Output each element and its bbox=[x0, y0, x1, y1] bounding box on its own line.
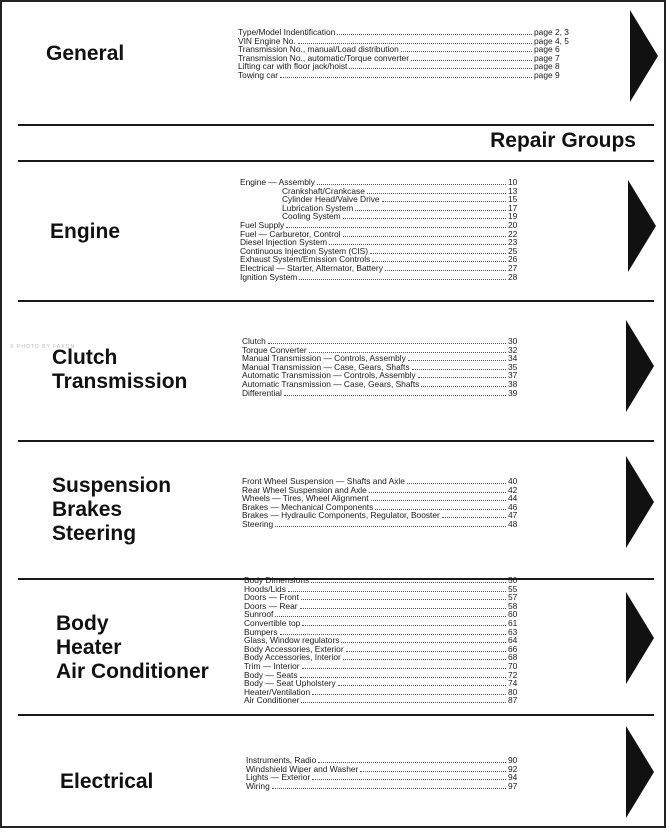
dot-leader bbox=[302, 619, 506, 626]
toc-entry-label: Continuous Injection System (CIS) bbox=[240, 245, 369, 256]
dot-leader bbox=[268, 337, 506, 344]
repair-groups-heading: Repair Groups bbox=[490, 129, 636, 152]
section-title-clutch-transmission: Clutch Transmission bbox=[52, 346, 188, 393]
toc-entry-page: 37 bbox=[508, 370, 518, 381]
toc-entry-label: Transmission No., automatic/Torque converter bbox=[238, 52, 409, 63]
toc-entry-label: Torque Converter bbox=[242, 344, 307, 355]
toc-entry-page: page 8 bbox=[534, 61, 560, 72]
divider bbox=[18, 124, 654, 126]
toc-entry-label: Manual Transmission — Controls, Assembly bbox=[242, 353, 406, 364]
toc-entry-label: Doors — Rear bbox=[244, 600, 298, 611]
toc-electrical bbox=[246, 756, 552, 790]
dot-leader bbox=[371, 494, 506, 501]
toc-entry-label: VIN Engine No. bbox=[238, 35, 296, 46]
dot-leader bbox=[286, 221, 506, 228]
toc-entry-page: 15 bbox=[508, 194, 518, 205]
watermark: © PHOTO BY FAXON bbox=[10, 344, 76, 350]
toc-entry-page: 30 bbox=[508, 336, 518, 346]
toc-entry-page: 64 bbox=[508, 635, 518, 646]
toc-entry-page: 63 bbox=[508, 626, 518, 637]
section-title-body-heater-ac: Body Heater Air Conditioner bbox=[56, 612, 209, 683]
divider bbox=[18, 714, 654, 716]
toc-entry-page: 32 bbox=[508, 344, 518, 355]
toc-entry-label: Steering bbox=[242, 518, 274, 529]
toc-entry-page: 57 bbox=[508, 592, 518, 603]
toc-entry-label: Automatic Transmission — Controls, Assembly bbox=[242, 370, 416, 381]
toc-entry-page: 61 bbox=[508, 617, 518, 628]
dot-leader bbox=[312, 688, 506, 695]
toc-entry[interactable] bbox=[242, 520, 552, 529]
section-tab-arrow-icon[interactable] bbox=[626, 320, 654, 412]
toc-entry-page: 55 bbox=[508, 583, 518, 594]
section-title-engine: Engine bbox=[50, 220, 121, 243]
dot-leader bbox=[367, 187, 506, 194]
toc-entry-page: 17 bbox=[508, 202, 518, 213]
toc-entry-label: Engine — Assembly bbox=[240, 177, 315, 187]
toc-entry[interactable] bbox=[244, 602, 552, 611]
dot-leader bbox=[343, 230, 506, 237]
divider bbox=[18, 300, 654, 302]
toc-entry-page: 19 bbox=[508, 211, 518, 222]
toc-entry-page: page 7 bbox=[534, 52, 560, 63]
toc-entry-page: 22 bbox=[508, 228, 518, 239]
toc-entry-label: Lifting car with floor jack/hoist bbox=[238, 61, 348, 72]
toc-entry[interactable] bbox=[240, 212, 552, 221]
toc-entry[interactable] bbox=[238, 62, 578, 71]
toc-entry-label: Clutch bbox=[242, 336, 266, 346]
section-tab-arrow-icon[interactable] bbox=[628, 180, 656, 272]
toc-entry-label: Electrical — Starter, Alternator, Battery bbox=[240, 262, 383, 273]
toc-entry-page: 97 bbox=[508, 780, 518, 791]
toc-entry-page: 40 bbox=[508, 476, 518, 486]
toc-entry-page: 80 bbox=[508, 686, 518, 697]
toc-entry-label: Brakes — Mechanical Components bbox=[242, 501, 374, 512]
dot-leader bbox=[280, 628, 506, 635]
dot-leader bbox=[275, 520, 506, 527]
toc-entry-label: Doors — Front bbox=[244, 592, 299, 603]
toc-entry-label: Brakes — Hydraulic Components, Regulator, Booster bbox=[242, 510, 440, 521]
section-tab-arrow-icon[interactable] bbox=[626, 456, 654, 548]
toc-entry-page: page 9 bbox=[534, 69, 560, 80]
toc-entry-page: 90 bbox=[508, 755, 518, 765]
dot-leader bbox=[355, 204, 506, 211]
toc-suspension-brakes-steering bbox=[242, 477, 552, 529]
toc-entry[interactable] bbox=[242, 380, 552, 389]
toc-entry-page: 60 bbox=[508, 609, 518, 620]
toc-entry[interactable] bbox=[246, 782, 552, 791]
toc-entry-page: 20 bbox=[508, 219, 518, 230]
toc-entry-label: Body Dimensions bbox=[244, 575, 310, 585]
toc-entry-page: 26 bbox=[508, 254, 518, 265]
toc-entry-label: Heater/Ventilation bbox=[244, 686, 311, 697]
toc-entry-page: 92 bbox=[508, 763, 518, 774]
toc-entry-label: Diesel Injection System bbox=[240, 237, 328, 248]
toc-entry-page: 23 bbox=[508, 237, 518, 248]
toc-entry-page: 35 bbox=[508, 361, 518, 372]
dot-leader bbox=[300, 671, 506, 678]
toc-entry-page: 48 bbox=[508, 518, 518, 529]
toc-general bbox=[238, 28, 578, 80]
toc-entry-label: Body — Seat Upholstery bbox=[244, 678, 336, 689]
divider bbox=[18, 160, 654, 162]
toc-entry-label: Wiring bbox=[246, 780, 270, 791]
toc-entry-label: Manual Transmission — Case, Gears, Shafts bbox=[242, 361, 410, 372]
dot-leader bbox=[318, 756, 506, 763]
toc-entry-page: 58 bbox=[508, 600, 518, 611]
dot-leader bbox=[288, 585, 506, 592]
toc-entry-label: Crankshaft/Crankcase bbox=[282, 185, 365, 196]
toc-entry-page: 74 bbox=[508, 678, 518, 689]
toc-entry-page: 38 bbox=[508, 378, 518, 389]
toc-entry-label: Wheels — Tires, Wheel Alignment bbox=[242, 493, 369, 504]
toc-entry-label: Trim — Interior bbox=[244, 660, 300, 671]
dot-leader bbox=[337, 28, 532, 35]
dot-leader bbox=[309, 346, 506, 353]
dot-leader bbox=[343, 212, 506, 219]
dot-leader bbox=[302, 662, 506, 669]
dot-leader bbox=[343, 653, 506, 660]
toc-entry-page: 10 bbox=[508, 177, 518, 187]
toc-entry-label: Towing car bbox=[238, 69, 279, 80]
dot-leader bbox=[311, 576, 506, 583]
toc-entry-label: Instruments, Radio bbox=[246, 755, 317, 765]
toc-entry-label: Cooling System bbox=[282, 211, 341, 222]
toc-entry-label: Windshield Wiper and Washer bbox=[246, 763, 359, 774]
toc-entry-label: Cylinder Head/Valve Drive bbox=[282, 194, 380, 205]
section-tab-arrow-icon[interactable] bbox=[630, 10, 658, 102]
dot-leader bbox=[385, 264, 506, 271]
toc-entry-label: Front Wheel Suspension — Shafts and Axle bbox=[242, 476, 405, 486]
dot-leader bbox=[299, 273, 506, 280]
toc-entry-page: 70 bbox=[508, 660, 518, 671]
toc-entry-page: 28 bbox=[508, 271, 518, 282]
section-tab-arrow-icon[interactable] bbox=[626, 726, 654, 818]
toc-entry-page: 68 bbox=[508, 652, 518, 663]
toc-entry[interactable] bbox=[244, 696, 552, 705]
toc-entry-label: Body Accessories, Exterior bbox=[244, 643, 344, 654]
toc-entry-page: page 4, 5 bbox=[534, 35, 569, 46]
toc-entry-label: Differential bbox=[242, 387, 282, 398]
toc-entry-label: Transmission No., manual/Load distribution bbox=[238, 44, 399, 55]
toc-entry[interactable] bbox=[242, 389, 552, 398]
toc-entry-page: 46 bbox=[508, 501, 518, 512]
toc-body-heater-ac bbox=[244, 576, 552, 705]
dot-leader bbox=[284, 389, 506, 396]
toc-entry-page: 42 bbox=[508, 484, 518, 495]
section-title-suspension-brakes-steering: Suspension Brakes Steering bbox=[52, 474, 172, 545]
toc-entry-label: Type/Model Indentification bbox=[238, 27, 336, 37]
divider bbox=[18, 440, 654, 442]
toc-entry-label: Fuel — Carburetor, Control bbox=[240, 228, 341, 239]
toc-entry-page: page 2, 3 bbox=[534, 27, 569, 37]
toc-entry[interactable] bbox=[238, 71, 578, 80]
toc-entry-label: Rear Wheel Suspension and Axle bbox=[242, 484, 367, 495]
toc-entry-page: 50 bbox=[508, 575, 518, 585]
dot-leader bbox=[300, 602, 506, 609]
dot-leader bbox=[411, 54, 532, 61]
toc-entry-label: Glass, Window regulators bbox=[244, 635, 340, 646]
dot-leader bbox=[360, 765, 506, 772]
toc-entry-label: Fuel Supply bbox=[240, 219, 285, 230]
dot-leader bbox=[349, 62, 532, 69]
dot-leader bbox=[346, 645, 506, 652]
toc-entry-label: Lubrication System bbox=[282, 202, 354, 213]
toc-entry-page: 27 bbox=[508, 262, 518, 273]
toc-entry-page: 39 bbox=[508, 387, 518, 398]
section-tab-arrow-icon[interactable] bbox=[626, 592, 654, 684]
dot-leader bbox=[312, 773, 506, 780]
dot-leader bbox=[338, 679, 506, 686]
toc-entry-page: 47 bbox=[508, 510, 518, 521]
dot-leader bbox=[382, 195, 506, 202]
dot-leader bbox=[275, 610, 506, 617]
dot-leader bbox=[272, 782, 506, 789]
toc-entry-page: 44 bbox=[508, 493, 518, 504]
toc-entry[interactable] bbox=[244, 619, 552, 628]
toc-entry-label: Body — Seats bbox=[244, 669, 298, 680]
dot-leader bbox=[407, 477, 506, 484]
toc-clutch-transmission bbox=[242, 337, 552, 397]
dot-leader bbox=[298, 37, 532, 44]
dot-leader bbox=[421, 380, 506, 387]
dot-leader bbox=[280, 71, 532, 78]
dot-leader bbox=[301, 696, 506, 703]
toc-entry-label: Bumpers bbox=[244, 626, 278, 637]
dot-leader bbox=[317, 178, 506, 185]
toc-entry-label: Body Accessories, Interior bbox=[244, 652, 341, 663]
dot-leader bbox=[401, 45, 532, 52]
toc-entry[interactable] bbox=[244, 576, 552, 585]
section-title-general: General bbox=[46, 42, 125, 65]
dot-leader bbox=[442, 511, 506, 518]
toc-entry[interactable] bbox=[242, 511, 552, 520]
toc-entry-page: 66 bbox=[508, 643, 518, 654]
toc-entry-page: 25 bbox=[508, 245, 518, 256]
toc-entry-label: Air Conditioner bbox=[244, 695, 300, 706]
dot-leader bbox=[375, 503, 506, 510]
dot-leader bbox=[372, 255, 506, 262]
toc-entry[interactable] bbox=[246, 773, 552, 782]
toc-entry-page: 87 bbox=[508, 695, 518, 706]
toc-entry-label: Lights — Exterior bbox=[246, 772, 311, 783]
dot-leader bbox=[418, 371, 506, 378]
toc-entry-label: Ignition System bbox=[240, 271, 298, 282]
dot-leader bbox=[369, 486, 506, 493]
dot-leader bbox=[329, 238, 506, 245]
toc-entry-label: Exhaust System/Emission Controls bbox=[240, 254, 371, 265]
dot-leader bbox=[408, 354, 506, 361]
toc-engine bbox=[240, 178, 552, 281]
toc-entry[interactable] bbox=[240, 273, 552, 282]
toc-entry-label: Sunroof bbox=[244, 609, 274, 620]
dot-leader bbox=[301, 593, 506, 600]
toc-entry-label: Automatic Transmission — Case, Gears, Shafts bbox=[242, 378, 420, 389]
toc-entry-page: 94 bbox=[508, 772, 518, 783]
dot-leader bbox=[341, 636, 506, 643]
dot-leader bbox=[412, 363, 506, 370]
toc-entry-page: page 6 bbox=[534, 44, 560, 55]
toc-entry-label: Convertible top bbox=[244, 617, 301, 628]
toc-entry-page: 34 bbox=[508, 353, 518, 364]
toc-entry-page: 13 bbox=[508, 185, 518, 196]
toc-entry-label: Hoods/Lids bbox=[244, 583, 286, 594]
section-title-electrical: Electrical bbox=[60, 770, 154, 793]
toc-entry-page: 72 bbox=[508, 669, 518, 680]
dot-leader bbox=[370, 247, 506, 254]
